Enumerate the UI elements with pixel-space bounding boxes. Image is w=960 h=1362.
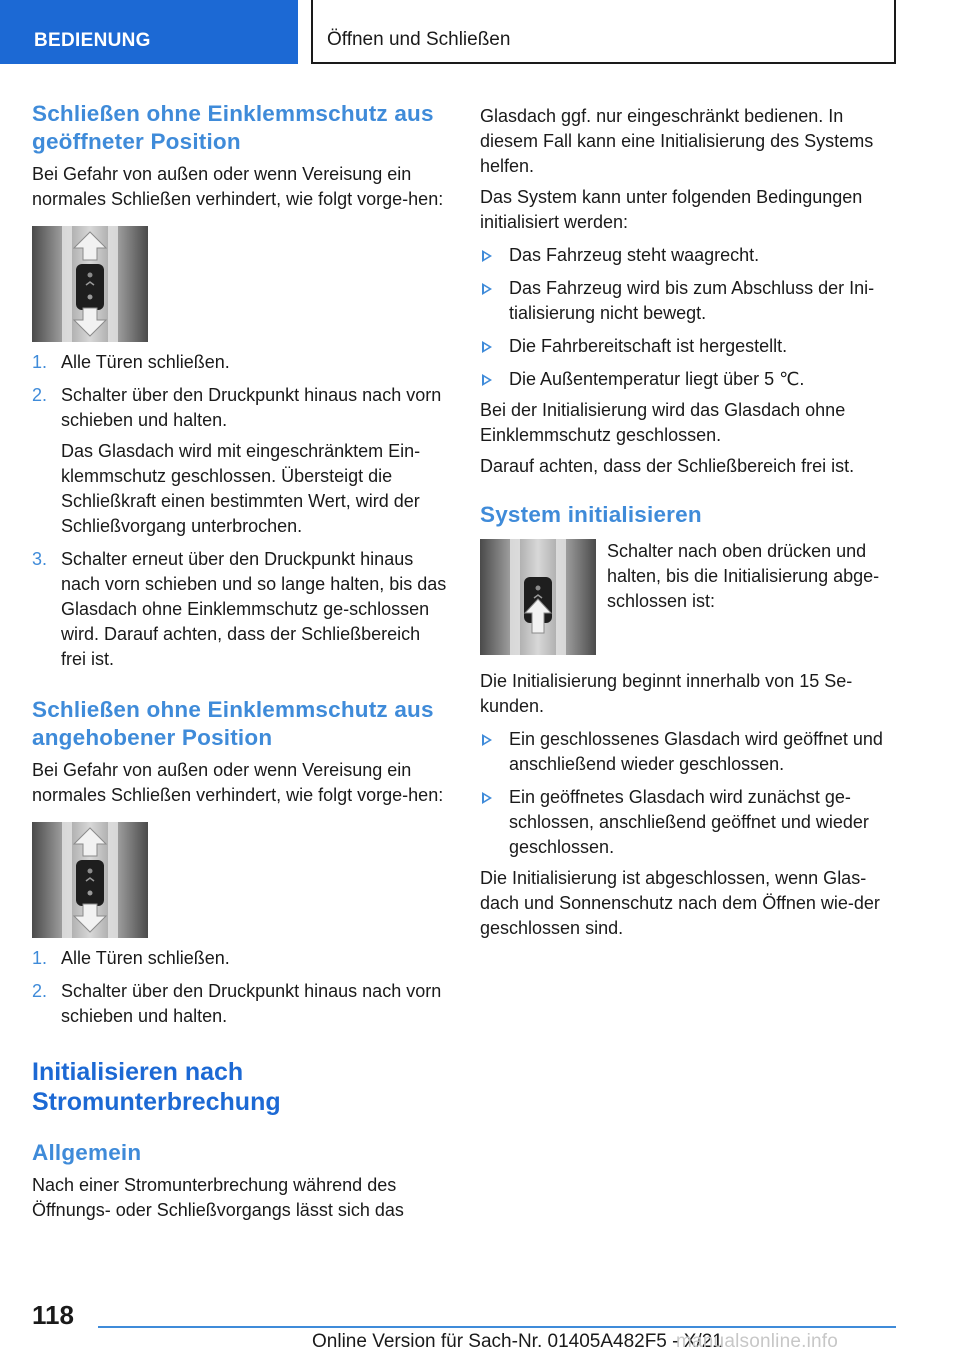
intro-paragraph-1: Bei Gefahr von außen oder wenn Vereisung ein normales Schließen verhindert, wie folgt vorge-hen:: [32, 164, 444, 209]
list-item: 3. Schalter erneut über den Druckpunkt hinaus nach vorn schieben und so lange halten, bis das Glasdach ohne Einklemmschutz ge-schlossen wird. Darauf achten, dass der Schließbereich frei ist.: [32, 549, 447, 669]
list-item: Ein geöffnetes Glasdach wird zunächst ge-schlossen, anschließend geöffnet und wieder geschlossen.: [480, 785, 898, 860]
list-item: Das Fahrzeug wird bis zum Abschluss der Ini-tialisierung nicht bewegt.: [480, 276, 898, 326]
watermark: manualsonline.info: [676, 1331, 839, 1352]
chapter-title: Öffnen und Schließen: [311, 0, 896, 64]
footer-divider: [98, 1326, 896, 1328]
bullet-triangle-icon: [482, 792, 492, 804]
init-instruction-row: [480, 539, 898, 655]
heading-general: Allgemein: [32, 1140, 142, 1165]
list-item: Ein geschlossenes Glasdach wird geöffnet und anschließend wieder geschlossen.: [480, 727, 898, 777]
paragraph-init-begins: Die Initialisierung beginnt innerhalb von 15 Se-kunden.: [480, 671, 853, 716]
bullet-triangle-icon: [482, 250, 492, 262]
online-version-text: Online Version für Sach-Nr. 01405A482F5 - X/21: [312, 1331, 723, 1352]
list-item: Die Außentemperatur liegt über 5 ℃.: [480, 367, 898, 392]
bullet-triangle-icon: [482, 374, 492, 386]
paragraph-conditions: Das System kann unter folgenden Bedingungen initialisiert werden:: [480, 187, 863, 232]
list-item: Die Fahrbereitschaft ist hergestellt.: [480, 334, 898, 359]
bullet-triangle-icon: [482, 734, 492, 746]
list-item: Das Fahrzeug steht waagrecht.: [480, 243, 898, 268]
page-number: 118: [32, 1300, 74, 1330]
list-item: 2. Schalter über den Druckpunkt hinaus nach vorn schieben und halten. Das Glasdach wird mit eingeschränktem Ein-klemmschutz geschlossen. Übersteigt die Schließkraft einen bestimmten Wert, wird der Schließvorgang unterbrochen.: [32, 385, 442, 536]
steps-list-1: [32, 350, 450, 672]
heading-system-initialize: System initialisieren: [480, 502, 702, 527]
list-item: 1. Alle Türen schließen.: [32, 948, 230, 968]
init-instruction-text: Schalter nach oben drücken und halten, bis die Initialisierung abge-schlossen ist:: [607, 541, 880, 611]
paragraph-glass-roof: Glasdach ggf. nur eingeschränkt bedienen. In diesem Fall kann eine Initialisierung des Systems helfen.: [480, 106, 874, 176]
bullet-triangle-icon: [482, 341, 492, 353]
general-paragraph: Nach einer Stromunterbrechung während des Öffnungs- oder Schließvorgangs lässt sich das: [32, 1175, 404, 1220]
conditions-list: [480, 243, 898, 392]
roof-switch-image-3: [480, 539, 596, 655]
bullet-triangle-icon: [482, 283, 492, 295]
right-column: [480, 104, 898, 941]
list-item: 2. Schalter über den Druckpunkt hinaus nach vorn schieben und halten.: [32, 981, 442, 1026]
paragraph-init-closes: Bei der Initialisierung wird das Glasdach ohne Einklemmschutz geschlossen.: [480, 400, 846, 445]
heading-close-from-raised: Schließen ohne Einklemmschutz aus angehobener Position: [32, 697, 434, 750]
page-header: [0, 0, 960, 66]
intro-paragraph-2: Bei Gefahr von außen oder wenn Vereisung ein normales Schließen verhindert, wie folgt vorge-hen:: [32, 760, 444, 805]
left-column: [32, 100, 450, 1223]
steps-list-2: [32, 946, 450, 1029]
heading-initialize-line1: Initialisieren nach: [32, 1058, 244, 1086]
paragraph-init-complete: Die Initialisierung ist abgeschlossen, wenn Glas-dach und Sonnenschutz nach dem Öffnen wie-der geschlossen sind.: [480, 868, 880, 938]
heading-initialize-line2: Stromunterbrechung: [32, 1088, 281, 1116]
list-item: 1. Alle Türen schließen.: [32, 352, 230, 372]
roof-switch-image-2: [32, 822, 148, 938]
section-tab: BEDIENUNG: [0, 0, 298, 64]
roof-switch-image-1: [32, 226, 148, 342]
init-behaviour-list: [480, 727, 898, 860]
heading-close-from-open: Schließen ohne Einklemmschutz aus geöffneter Position: [32, 101, 434, 154]
paragraph-check-area: Darauf achten, dass der Schließbereich frei ist.: [480, 456, 855, 476]
